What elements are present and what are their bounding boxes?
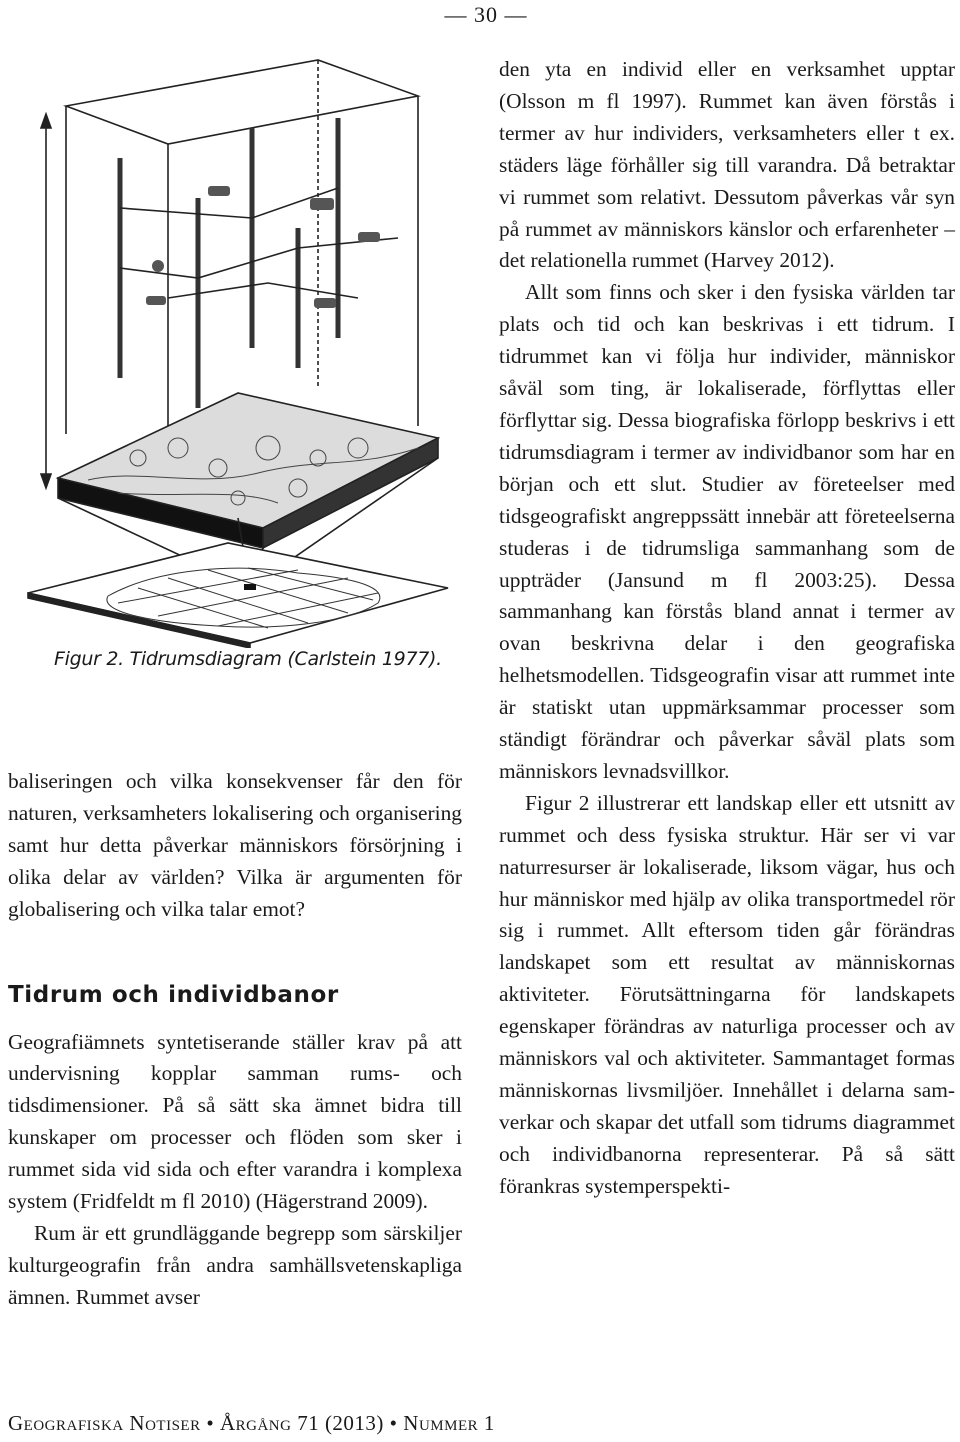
figure-caption: Figur 2. Tidrumsdiagram (Carlstein 1977). [54,648,442,670]
time-space-diagram-icon [18,48,458,648]
right-paragraph-2: Allt som finns och sker i den fysiska världen tar plats och tid och kan beskrivas i ett tidrum. I tidrummet kan vi följa hur individer, människor såväl som ting, är lokaliserade, förflyttas eller förflyttar sig. Dessa biografiska förlopp beskrivs i ett tidrumsdiagram i termer av individbanor som har en början och ett slut. Studier av företeelser med tidsgeografiskt angreppssätt innebär att företeelserna studeras i de tidrumsliga sammanhang som de uppträder (Jansund m fl 2003:25). Dessa sammanhang kan förstås bland annat i termer av ovan beskrivna delar i den geografiska helhetsmodellen. Tidsgeografin visar att rummet inte är statiskt utan uppmärksammar processer som ständigt förändrar och påverkar såväl plats som människors levnadsvillkor. [499,280,955,783]
left-paragraph-1: baliseringen och vilka konsekvenser får den för naturen, verksamheters lokalisering och organisering samt hur detta påverkar människors försörjning i olika delar av världen? Vilka är argumenten för globalisering och vilka talar emot? [8,769,462,921]
right-paragraph-1: den yta en individ eller en verksamhet upptar (Olsson m fl 1997). Rummet kan även förstås i termer av hur individers, verksamheters eller t ex. städers läge förhåller sig till varandra. Då betraktar vi rummet som relativt. Dessutom påverkas vår syn på rummet av människors känslor och erfarenheter – det relationella rummet (Harvey 2012). [499,57,955,273]
time-space-diagram-figure [18,48,458,648]
left-paragraph-3: Rum är ett grundläggande begrepp som särskiljer kulturgeografin från andra samhällsvetenskapliga ämnen. Rummet avser [8,1220,462,1309]
section-heading: Tidrum och individbanor [8,981,339,1008]
left-paragraph-2: Geografiämnets syntetiserande ställer krav på att undervisning kopplar samman rums- och tidsdimensioner. På så sätt ska ämnet bidra till kunskaper om processer och flöden som sker i rummet sida vid sida och efter varandra i komplexa system (Fridfeldt m fl 2010) (Hägerstrand 2009). [8,1029,462,1214]
right-paragraph-3: Figur 2 illustrerar ett landskap eller ett utsnitt av rummet och dess fysiska struktur. Här ser vi var naturresurser är lokaliserade, liksom vägar, hus och hur människor med hjälp av olika transportmedel rör sig i rummet. Allt eftersom tiden går förändras landskapet som ett resultat av människornas aktiviteter. Förutsättningarna för landskapets egenskaper förändras av naturliga processer och av människors val och aktiviteter. Sammantaget formas människornas livsmiljöer. Innehållet i delarna samverkar och skapar det utfall som tidrums diagrammet och individbanorna representerar. På så sätt förankras systemperspekti- [499,790,955,1198]
right-column [499,54,955,1203]
left-column [8,766,462,1314]
page-number: — 30 — [444,2,528,27]
page-footer: Geografiska Notiser • Årgång 71 (2013) • Nummer 1 [8,1411,495,1435]
